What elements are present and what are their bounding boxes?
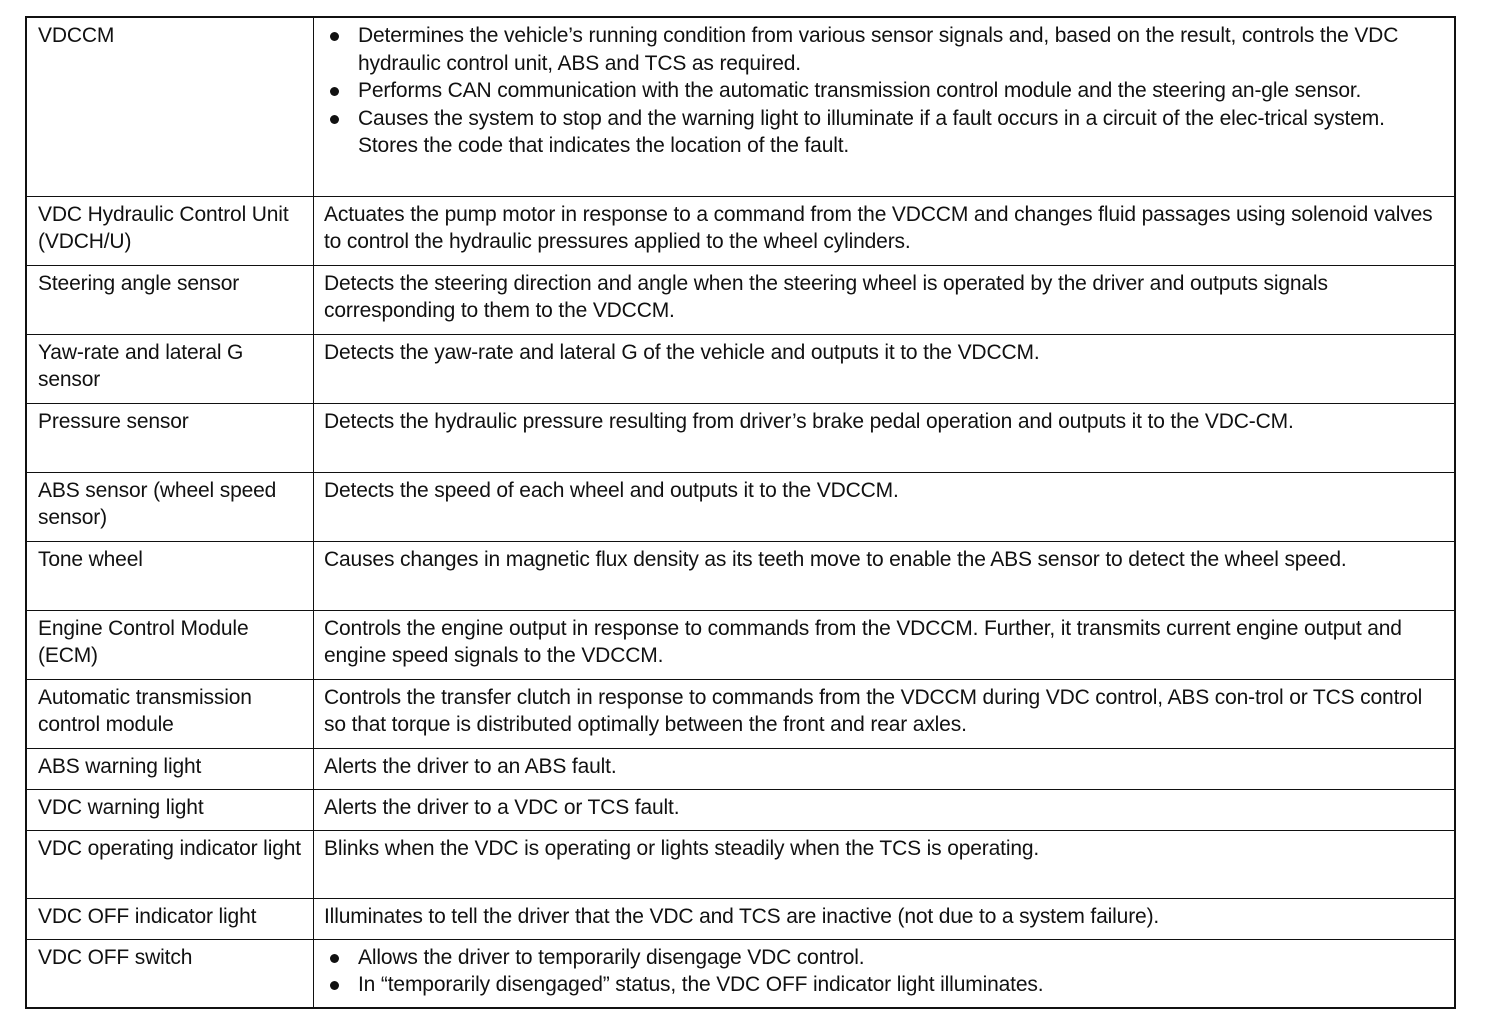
component-description: Alerts the driver to a VDC or TCS fault. [314,789,1456,830]
component-description: Detects the steering direction and angle when the steering wheel is operated by the driver and outputs signals corresponding to them to the VDCCM. [314,265,1456,334]
component-name: Engine Control Module (ECM) [26,610,314,679]
component-description: Alerts the driver to an ABS fault. [314,748,1456,789]
component-function-table [25,16,1456,1009]
table-row [26,403,1455,472]
component-name: Tone wheel [26,541,314,610]
bullet-icon [330,981,339,990]
table-row [26,789,1455,830]
bullet-item: Causes the system to stop and the warning light to illuminate if a fault occurs in a circuit of the elec-trical system. Stores the code that indicates the location of the fault. [324,105,1444,160]
table-row [26,472,1455,541]
table-row [26,196,1455,265]
component-description [314,17,1456,196]
bullet-list [324,22,1444,160]
component-description: Detects the yaw-rate and lateral G of the vehicle and outputs it to the VDCCM. [314,334,1456,403]
table-row [26,679,1455,748]
component-description: Causes changes in magnetic flux density as its teeth move to enable the ABS sensor to detect the wheel speed. [314,541,1456,610]
bullet-icon [330,87,339,96]
component-description: Controls the engine output in response to commands from the VDCCM. Further, it transmits current engine output and engine speed signals to the VDCCM. [314,610,1456,679]
table-row [26,939,1455,1008]
bullet-icon [330,32,339,41]
table-row [26,17,1455,196]
component-name: Steering angle sensor [26,265,314,334]
component-name: VDC OFF switch [26,939,314,1008]
bullet-icon [330,115,339,124]
table-row [26,830,1455,898]
bullet-icon [330,954,339,963]
bullet-item: Determines the vehicle’s running condition from various sensor signals and, based on the result, controls the VDC hydraulic control unit, ABS and TCS as required. [324,22,1444,77]
component-description: Detects the hydraulic pressure resulting from driver’s brake pedal operation and outputs it to the VDC-CM. [314,403,1456,472]
component-description: Actuates the pump motor in response to a command from the VDCCM and changes fluid passages using solenoid valves to control the hydraulic pressures applied to the wheel cylinders. [314,196,1456,265]
table-row [26,748,1455,789]
bullet-item: In “temporarily disengaged” status, the VDC OFF indicator light illuminates. [324,971,1444,999]
component-description [314,939,1456,1008]
component-name: Pressure sensor [26,403,314,472]
table-row [26,541,1455,610]
table-row [26,898,1455,939]
component-description: Blinks when the VDC is operating or lights steadily when the TCS is operating. [314,830,1456,898]
bullet-item: Allows the driver to temporarily disengage VDC control. [324,944,1444,972]
table-row [26,265,1455,334]
component-name: VDC warning light [26,789,314,830]
component-description: Controls the transfer clutch in response to commands from the VDCCM during VDC control, ABS con-trol or TCS control so that torque is distributed optimally between the front and rear axles. [314,679,1456,748]
component-name: VDCCM [26,17,314,196]
component-description: Illuminates to tell the driver that the VDC and TCS are inactive (not due to a system failure). [314,898,1456,939]
component-name: VDC OFF indicator light [26,898,314,939]
component-name: ABS sensor (wheel speed sensor) [26,472,314,541]
component-name: Yaw-rate and lateral G sensor [26,334,314,403]
bullet-list [324,944,1444,999]
component-description: Detects the speed of each wheel and outputs it to the VDCCM. [314,472,1456,541]
bullet-item: Performs CAN communication with the automatic transmission control module and the steering an-gle sensor. [324,77,1444,105]
component-name: ABS warning light [26,748,314,789]
table-row [26,610,1455,679]
table-row [26,334,1455,403]
component-name: Automatic transmission control module [26,679,314,748]
component-name: VDC operating indicator light [26,830,314,898]
component-name: VDC Hydraulic Control Unit (VDCH/U) [26,196,314,265]
